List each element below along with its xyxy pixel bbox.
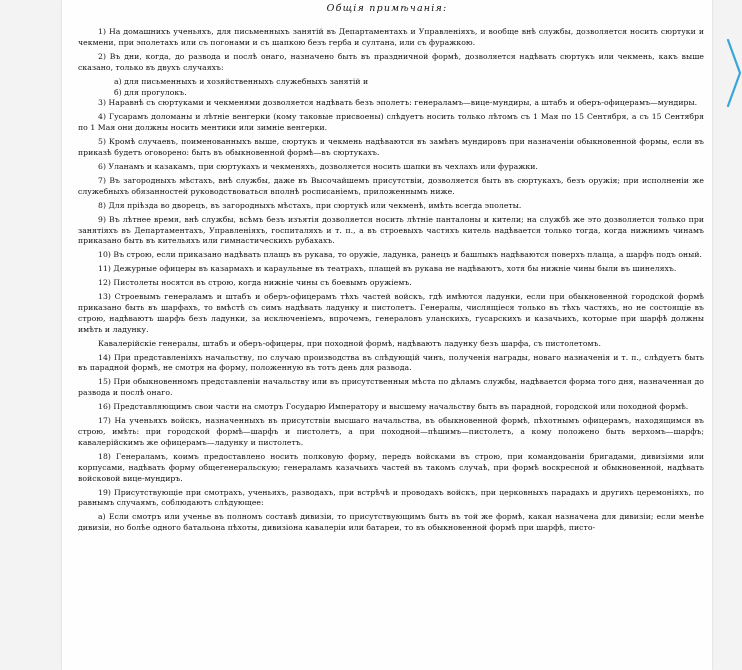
- paragraph: 12) Пистолеты носятся въ строю, когда нижніе чины съ боевымъ оружіемъ.: [98, 278, 412, 288]
- paragraph: 1) На домашнихъ ученьяхъ, для письменныхъ занятій въ Департаментахъ и Управленіяхъ, и вообще внѣ службы, дозволяется носить сюртуки и чекмени, при эполетахъ или съ погонами и съ шапкою безъ герба и султана, или съ фуражкою.: [78, 27, 704, 47]
- paragraph: 9) Въ лѣтнее время, внѣ службы, всѣмъ безъ изъятія дозволяется носить лѣтніе панталоны и кители; на службѣ же это дозволяется только при занятіяхъ въ Департаментахъ, Управленіяхъ, госпиталяхъ и т. п., а въ строевыхъ частяхъ китель надѣвается только тогда, когда нижнимъ чинамъ приказано быть въ кительяхъ или гимнастическихъ рубахахъ.: [78, 214, 704, 246]
- paragraph: Кавалерійскіе генералы, штабъ и оберъ-офицеры, при походной формѣ, надѣваютъ ладунку безъ шарфа, съ пистолетомъ.: [98, 338, 601, 348]
- list-item: б) для прогулокъ.: [114, 87, 187, 97]
- paragraph: 15) При обыкновенномъ представленіи начальству или въ присутственныя мѣста по дѣламъ службы, надѣвается форма того дня, назначенная до развода и послѣ онаго.: [78, 377, 704, 398]
- paragraph: 19) Присутствующіе при смотрахъ, ученьяхъ, разводахъ, при встрѣчѣ и проводахъ войскъ, при церковныхъ парадахъ и другихъ церемоніяхъ, по равнымъ случаямъ, соблюдаютъ слѣдующее:: [78, 487, 704, 508]
- paragraph: 18) Генераламъ, коимъ предоставлено носить полковую форму, передъ войсками въ строю, при командованіи бригадами, дивизіями или корпусами, надѣвать форму общегенеральскую; генераламъ казачьихъ частей въ такомъ случаѣ, при формѣ воскресной и обыкновенной, надѣвать войсковой вице-мундиръ.: [78, 451, 704, 483]
- page-title: Общія примѣчанія:: [326, 3, 448, 14]
- paragraph: 5) Кромѣ случаевъ, поименованныхъ выше, сюртукъ и чекмень надѣваются въ замѣнъ мундировъ при назначеніи обыкновенной формы, если въ приказѣ будетъ оговорено: быть въ обыкновенной формѣ—въ сюртукахъ.: [78, 137, 704, 158]
- list-item: а) для письменныхъ и хозяйственныхъ служебныхъ занятій и: [114, 76, 369, 86]
- paragraph: 14) При представленіяхъ начальству, по случаю производства въ слѣдующій чинъ, полученія награды, новаго назначенія и т. п., слѣдуетъ быть въ парадной формѣ, не смотря на форму, положенную въ тотъ день для развода.: [78, 352, 704, 373]
- chevron-right-icon: [726, 38, 742, 108]
- paragraph: 10) Въ строю, если приказано надѣвать плащъ въ рукава, то оружіе, ладунка, ранецъ и башлыкъ надѣваются поверхъ плаща, а шарфъ подъ оный.: [98, 250, 703, 260]
- paragraph: 3) Наравнѣ съ сюртуками и чекменями дозволяется надѣвать безъ эполетъ: генераламъ—вице-мундиры, а штабъ и оберъ-офицерамъ—мундиры.: [98, 98, 698, 108]
- document-page: [62, 0, 712, 670]
- paragraph: 6) Уланамъ и казакамъ, при сюртукахъ и чекменяхъ, дозволяется носить шапки въ чехлахъ или фуражки.: [98, 161, 538, 171]
- paragraph: а) Если смотръ или ученье въ полномъ составѣ дивизіи, то присутствующимъ быть въ той же формѣ, какая назначена для дивизіи; если менѣе дивизіи, но болѣе одного батальона пѣхоты, дивизіона кавалеріи или батареи, то въ обыкновенной формѣ при шарфѣ, писто-: [78, 512, 704, 533]
- paragraph: 7) Въ загородныхъ мѣстахъ, внѣ службы, даже въ Высочайшемъ присутствіи, дозволяется быть въ сюртукахъ, безъ оружія; при исполненіи же служебныхъ обязанностей руководствоваться вполнѣ росписаніемъ, приложеннымъ ниже.: [78, 175, 704, 196]
- paragraph: 17) На ученьяхъ войскъ, назначенныхъ въ присутствіи высшаго начальства, въ обыкновенной формѣ, пѣхотнымъ офицерамъ, находящимся въ строю, имѣть: при городской формѣ—шарфъ и пистолетъ, а при походной—пѣшимъ—пистолетъ, а кому положено быть верхомъ—шарфъ; кавалерійскимъ же офицерамъ—ладунку и пистолетъ.: [78, 416, 704, 447]
- paragraph: 11) Дежурные офицеры въ казармахъ и караульные въ театрахъ, плащей въ рукава не надѣваютъ, хотя бы нижніе чины были въ шинеляхъ.: [98, 264, 677, 274]
- paragraph: 8) Для пріѣзда во дворецъ, въ загородныхъ мѣстахъ, при сюртукѣ или чекменѣ, имѣть всегда эполеты.: [98, 200, 522, 210]
- document-body: [62, 15, 712, 534]
- paragraph: 4) Гусарамъ доломаны и лѣтніе венгерки (кому таковые присвоены) слѣдуетъ носить только лѣтомъ съ 1 Мая по 15 Сентября, а съ 15 Сентября по 1 Мая они должны носить ментики или зимніе венгерки.: [78, 112, 704, 133]
- paragraph: 2) Въ дни, когда, до развода и послѣ онаго, назначено быть въ праздничной формѣ, дозволяется надѣвать сюртукъ или чекмень, какъ выше сказано, только въ двухъ случаяхъ:: [78, 51, 704, 72]
- paragraph: 13) Строевымъ генераламъ и штабъ и оберъ-офицерамъ тѣхъ частей войскъ, гдѣ имѣются ладунки, если при обыкновенной городской формѣ приказано быть въ шарфахъ, то вмѣстѣ съ симъ надѣвать ладунку и пистолетъ. Генералы, числящіеся только въ тѣхъ частяхъ, но не состоящіе въ строю, надѣваютъ шарфъ безъ ладунки, за исключеніемъ, впрочемъ, генераловъ уланскихъ, гусарскихъ и казачьихъ, которые при шарфѣ должны имѣть и ладунку.: [78, 292, 704, 334]
- next-page-button[interactable]: [726, 38, 742, 108]
- paragraph: 16) Представляющимъ свои части на смотръ Государю Императору и высшему начальству быть въ парадной, городской или походной формѣ.: [98, 402, 689, 412]
